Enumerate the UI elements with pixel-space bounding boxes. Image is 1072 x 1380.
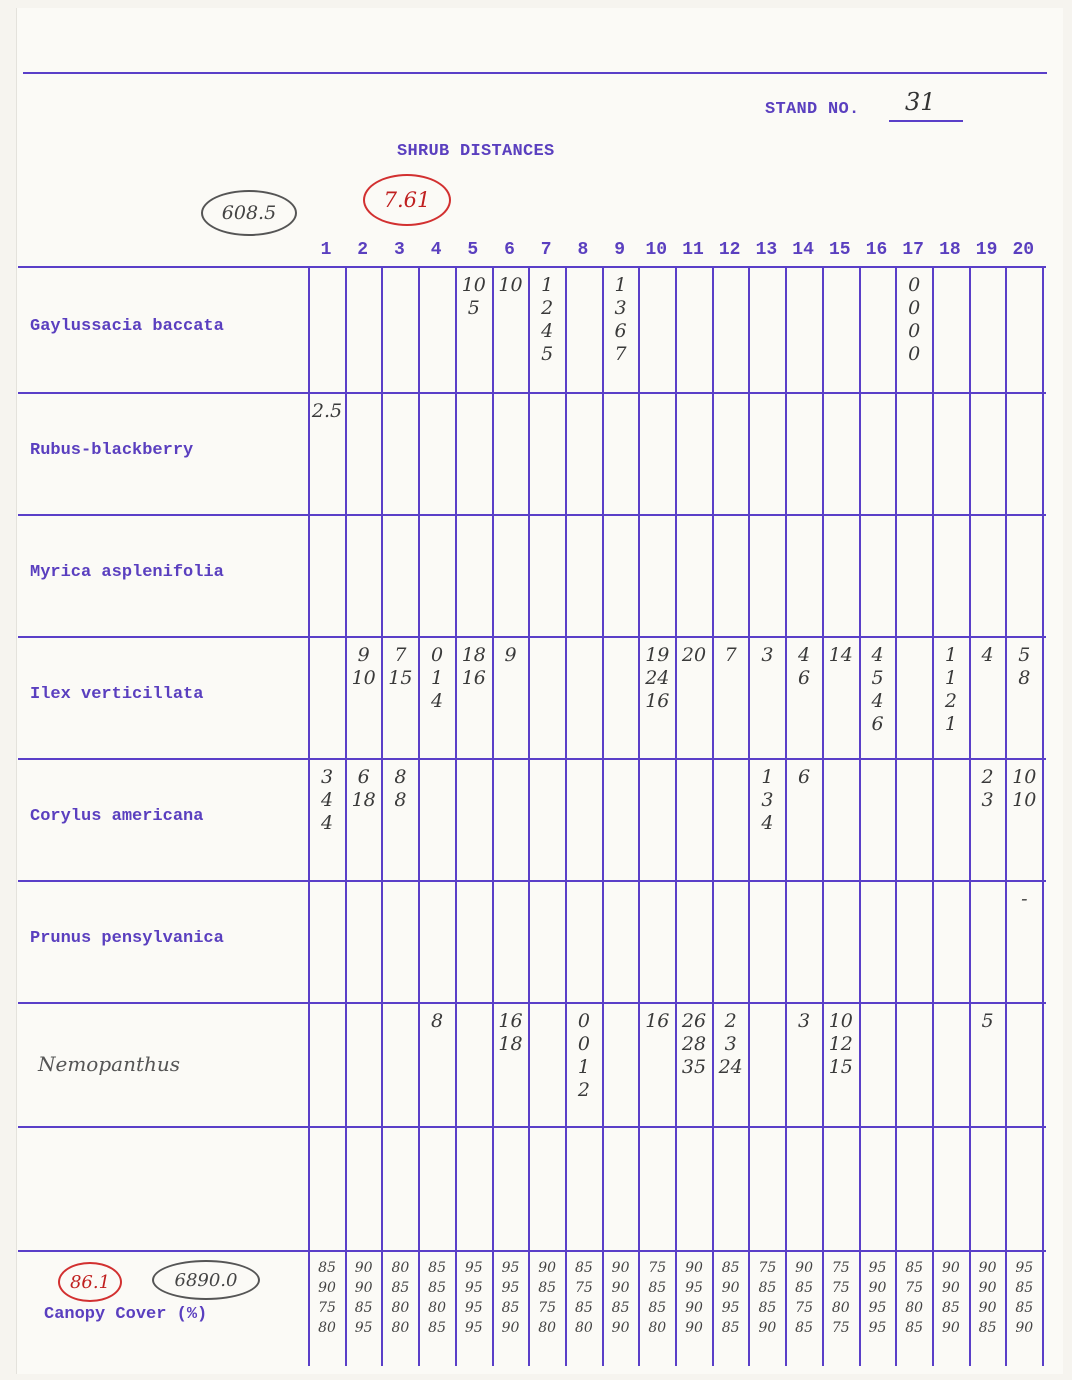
distance-cell: 5 8	[1018, 644, 1031, 689]
column-number: 9	[614, 240, 625, 260]
canopy-cell: 95 85 85 90	[1015, 1260, 1034, 1336]
column-rule	[1005, 266, 1007, 1366]
distance-cell: 2 3 24	[718, 1010, 743, 1078]
canopy-cell: 85 75 80 85	[905, 1260, 924, 1336]
row-rule	[18, 266, 1046, 268]
distance-cell: 10 10	[1012, 766, 1037, 811]
row-rule	[18, 1126, 1046, 1128]
row-rule	[18, 880, 1046, 882]
column-number: 11	[682, 240, 704, 260]
canopy-cell: 90 85 75 80	[538, 1260, 557, 1336]
column-rule	[565, 266, 567, 1366]
row-rule	[18, 636, 1046, 638]
distance-cell: 0 0 1 2	[577, 1010, 590, 1101]
red-circled-canopy-mean: 86.1	[58, 1262, 122, 1302]
column-rule	[822, 266, 824, 1366]
column-rule	[1042, 266, 1044, 1366]
canopy-cell: 75 85 85 90	[758, 1260, 777, 1336]
column-rule	[638, 266, 640, 1366]
distance-cell: 1 2 4 5	[541, 274, 554, 365]
canopy-cell: 75 75 80 75	[831, 1260, 850, 1336]
column-number: 7	[540, 240, 552, 260]
distance-cell: 9 10	[351, 644, 376, 689]
red-circled-mean: 7.61	[363, 174, 451, 226]
distance-cell: 10	[498, 274, 523, 296]
column-number: 8	[577, 240, 589, 260]
column-number: 16	[865, 240, 888, 260]
row-rule	[18, 1002, 1046, 1004]
distance-cell: 6 18	[351, 766, 376, 811]
column-rule	[785, 266, 787, 1366]
column-rule	[345, 266, 347, 1366]
stand-underline	[889, 120, 963, 122]
distance-cell: 9	[504, 644, 517, 666]
distance-cell: 4 5 4 6	[871, 644, 884, 735]
distance-cell: 6	[798, 766, 811, 788]
species-label: Gaylussacia baccata	[30, 317, 224, 336]
gray-circled-total: 608.5	[201, 190, 297, 236]
canopy-cell: 90 95 90 90	[685, 1260, 703, 1336]
row-rule	[18, 1250, 1046, 1252]
column-number: 2	[357, 240, 369, 260]
canopy-cell: 90 90 90 85	[978, 1260, 997, 1336]
distance-cell: 3	[761, 644, 774, 666]
distance-cell: 18 16	[461, 644, 486, 689]
row-rule	[18, 758, 1046, 760]
distance-cell: 16 18	[498, 1010, 523, 1055]
stand-value: 31	[905, 88, 936, 116]
column-rule	[602, 266, 604, 1366]
column-number: 18	[939, 240, 961, 260]
column-number: 15	[828, 240, 851, 260]
species-label: Corylus americana	[30, 807, 204, 826]
distance-cell: 1 1 2 1	[944, 644, 957, 735]
column-rule	[895, 266, 897, 1366]
column-number: 5	[467, 240, 479, 260]
canopy-cell: 80 85 80 80	[391, 1260, 410, 1336]
column-rule	[418, 266, 420, 1366]
stand-label: STAND NO.	[765, 100, 860, 119]
canopy-cover-label: Canopy Cover (%)	[44, 1305, 208, 1324]
column-rule	[455, 266, 457, 1366]
species-label: Nemopanthus	[38, 1052, 181, 1076]
canopy-cell: 90 90 85 90	[611, 1260, 630, 1336]
distance-cell: 10 12 15	[828, 1010, 853, 1078]
distance-cell: 1 3 4	[761, 766, 774, 834]
distance-cell: 7 15	[388, 644, 413, 689]
column-number: 14	[792, 240, 814, 260]
distance-cell: 16	[645, 1010, 670, 1032]
distance-cell: 4 6	[798, 644, 811, 689]
canopy-cell: 85 90 75 80	[318, 1260, 336, 1336]
column-number: 10	[645, 240, 668, 260]
column-rule	[932, 266, 934, 1366]
species-label: Rubus-blackberry	[30, 441, 194, 460]
column-rule	[859, 266, 861, 1366]
distance-cell: 26 28 35	[681, 1010, 707, 1078]
column-rule	[712, 266, 714, 1366]
column-number: 17	[902, 240, 924, 260]
column-number: 12	[718, 240, 741, 260]
distance-cell: 3 4 4	[320, 766, 334, 834]
column-number: 6	[504, 240, 515, 260]
column-number: 20	[1012, 240, 1035, 260]
canopy-cell: 75 85 85 80	[648, 1260, 667, 1336]
distance-cell: 8	[431, 1010, 444, 1032]
distance-cell: 4	[981, 644, 994, 666]
column-rule	[528, 266, 530, 1366]
distance-cell: 2.5	[311, 400, 343, 422]
distance-cell: 7	[724, 644, 737, 666]
row-rule	[18, 514, 1046, 516]
canopy-cell: 85 75 85 80	[574, 1260, 593, 1336]
canopy-cell: 95 95 95 95	[464, 1260, 483, 1336]
canopy-cell: 95 95 85 90	[501, 1260, 520, 1336]
distance-cell: 10 5	[461, 274, 486, 319]
canopy-cell: 85 85 80 85	[428, 1260, 446, 1336]
canopy-cell: 90 90 85 95	[354, 1260, 373, 1336]
canopy-cell: 90 85 75 85	[795, 1260, 813, 1336]
column-number: 19	[975, 240, 998, 260]
gray-circled-canopy-total: 6890.0	[152, 1260, 260, 1300]
column-number: 3	[393, 240, 405, 260]
canopy-cell: 90 90 85 90	[941, 1260, 960, 1336]
distance-cell: 3	[798, 1010, 811, 1032]
column-rule	[381, 266, 383, 1366]
column-number: 13	[755, 240, 778, 260]
species-label: Prunus pensylvanica	[30, 929, 224, 948]
species-label: Ilex verticillata	[30, 685, 204, 704]
top-rule	[23, 72, 1047, 74]
distance-cell: 19 24 16	[645, 644, 670, 712]
column-number: 1	[320, 240, 332, 260]
distance-cell: 20	[681, 644, 707, 666]
column-rule	[675, 266, 677, 1366]
distance-cell: 5	[981, 1010, 994, 1032]
distance-cell: 1 3 6 7	[614, 274, 627, 365]
canopy-cell: 95 90 95 95	[868, 1260, 887, 1336]
distance-cell: 14	[828, 644, 853, 666]
distance-cell: -	[1021, 888, 1028, 910]
species-label: Myrica asplenifolia	[30, 563, 224, 582]
column-rule	[969, 266, 971, 1366]
distance-cell: 8 8	[394, 766, 407, 811]
distance-cell: 2 3	[981, 766, 994, 811]
page-title: SHRUB DISTANCES	[397, 142, 555, 161]
distance-cell: 0 0 0 0	[908, 274, 921, 365]
distance-cell: 0 1 4	[431, 644, 444, 712]
row-rule	[18, 392, 1046, 394]
column-rule	[492, 266, 494, 1366]
canopy-cell: 85 90 95 85	[721, 1260, 740, 1336]
column-number: 4	[430, 240, 442, 260]
